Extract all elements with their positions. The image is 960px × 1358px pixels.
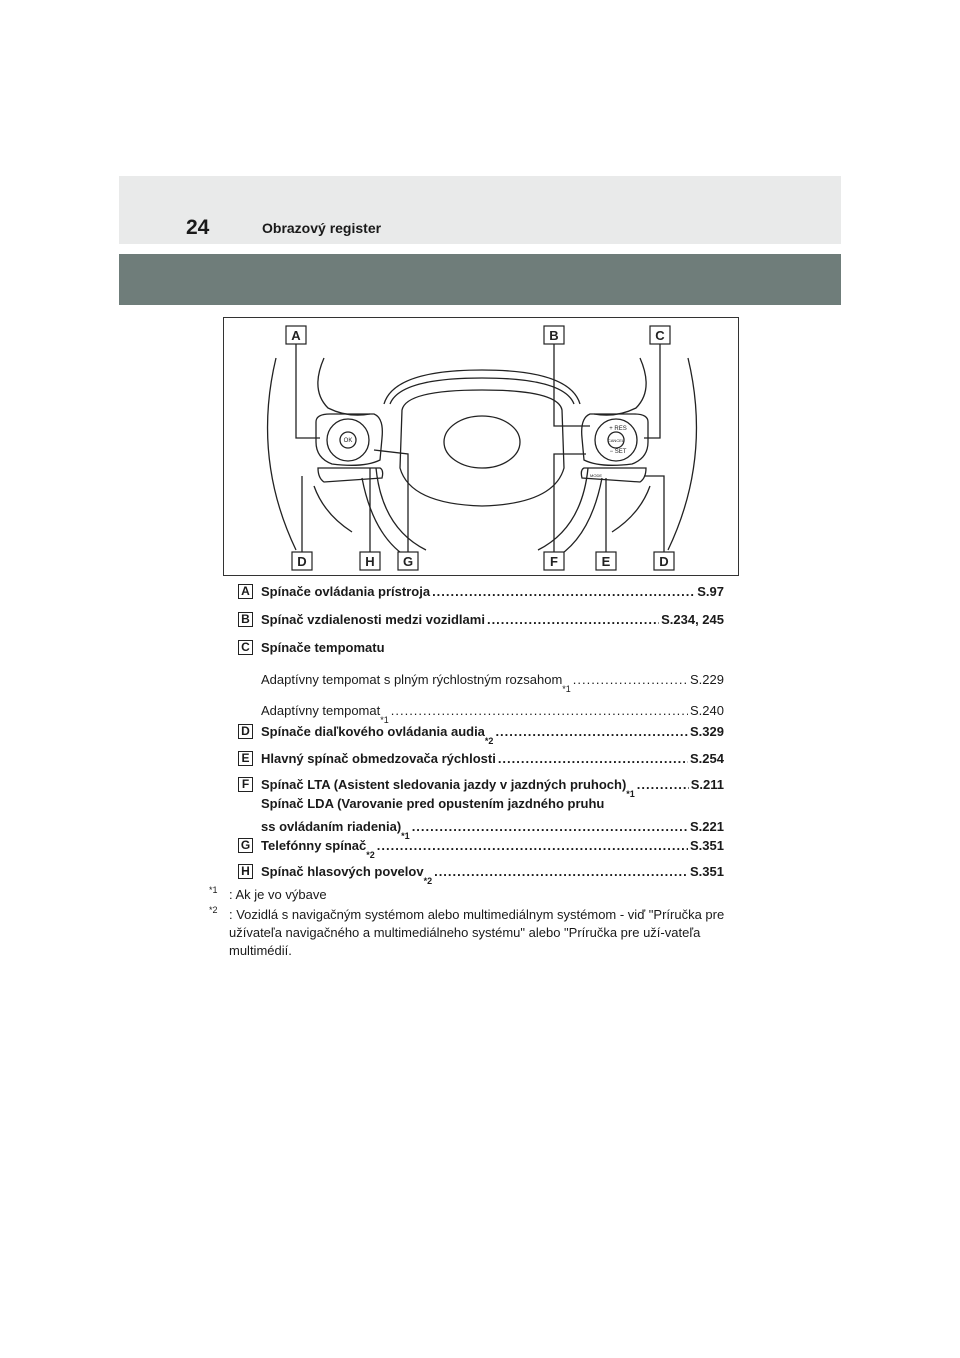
- footnotes: [209, 886, 749, 962]
- entry-item: [238, 582, 724, 601]
- footnote-text: : Ak je vo výbave: [229, 887, 327, 902]
- section-title: Obrazový register: [262, 220, 382, 236]
- page-reference[interactable]: S.211: [690, 777, 724, 792]
- entry-row: [261, 638, 724, 657]
- footnote: *2 : Vozidlá s navigačným systémom alebo multimediálnym systémom - viď "Príručka pre užívateľa navigačného a multimediálneho systému" alebo "Príručka pre uží-vateľa multimédií.: [209, 905, 725, 958]
- page-reference[interactable]: S.234, 245: [661, 612, 724, 627]
- entry-badge: E: [238, 751, 253, 766]
- entry-row: [261, 610, 724, 629]
- entry-row: ss ovládaním riadenia) *1 ..... S.221: [261, 817, 724, 836]
- entry-row: Telefónny spínač *2 ..... S.351: [261, 836, 724, 855]
- footnote-text: : Vozidlá s navigačným systémom alebo multimediálnym systémom - viď "Príručka pre užívateľa navigačného a multimediálneho systému" alebo "Príručka pre uží-vateľa multimédií.: [229, 907, 725, 958]
- set-button-label: − SET: [609, 449, 627, 455]
- page-reference[interactable]: S.351: [690, 838, 724, 853]
- dot-leader: [487, 610, 659, 629]
- entry-badge: F: [238, 777, 253, 792]
- page-reference[interactable]: S.221: [690, 819, 724, 834]
- entry-badge: C: [238, 640, 253, 655]
- entry-badge: G: [238, 838, 253, 853]
- res-button-label: + RES: [609, 426, 627, 432]
- dot-leader: [434, 862, 688, 881]
- dot-leader: [412, 817, 688, 836]
- entry-item: [238, 775, 724, 841]
- dot-leader: [495, 722, 688, 741]
- entry-badge: H: [238, 864, 253, 879]
- steering-wheel-illustration: [224, 318, 740, 577]
- dot-leader: [498, 749, 688, 768]
- entry-label: Telefónny spínač: [261, 838, 367, 853]
- entry-row: [261, 582, 724, 601]
- entry-row: Adaptívny tempomat *1 ..... S.240: [261, 701, 724, 720]
- entry-row: Spínač hlasových povelov *2 ..... S.351: [261, 862, 724, 881]
- header-band: [119, 176, 841, 244]
- entry-item: [238, 722, 724, 746]
- callout-label: E: [601, 554, 611, 569]
- entry-label: Adaptívny tempomat s plným rýchlostným rozsahom: [261, 672, 563, 687]
- ok-button-label: OK: [343, 438, 353, 444]
- callout-label: G: [402, 554, 414, 569]
- dot-leader: [432, 582, 695, 601]
- steering-wheel-figure: [223, 317, 739, 576]
- cancel-button-label: CANCEL: [607, 438, 625, 443]
- entry-row: [261, 794, 724, 813]
- entry-row: [261, 749, 724, 768]
- page-reference[interactable]: S.97: [697, 584, 724, 599]
- entry-item: [238, 610, 724, 629]
- dot-leader: [377, 836, 688, 855]
- callout-label: D: [297, 554, 307, 569]
- entry-label: ss ovládaním riadenia): [261, 819, 402, 834]
- dot-leader: [391, 701, 688, 720]
- entry-label: Spínače diaľkového ovládania audia: [261, 724, 485, 739]
- entry-label: Spínače ovládania prístroja: [261, 584, 431, 599]
- footnote: *1 : Ak je vo výbave: [209, 885, 327, 902]
- entry-item: [238, 836, 724, 860]
- entry-row: Adaptívny tempomat s plným rýchlostným rozsahom *1 ..... S.229: [261, 670, 724, 689]
- entry-label: Adaptívny tempomat: [261, 703, 381, 718]
- entry-badge: D: [238, 724, 253, 739]
- entry-row: Spínač LTA (Asistent sledovania jazdy v jazdných pruhoch) *1 ..... S.211: [261, 775, 724, 794]
- entry-label: Spínač vzdialenosti medzi vozidlami: [261, 612, 485, 627]
- entry-item: [238, 749, 724, 768]
- dot-leader: [573, 670, 688, 689]
- section-banner: [119, 254, 841, 305]
- page-reference[interactable]: S.329: [690, 724, 724, 739]
- entry-item: [238, 638, 724, 725]
- dot-leader: [637, 775, 689, 794]
- entry-label: Spínač LTA (Asistent sledovania jazdy v jazdných pruhoch): [261, 777, 627, 792]
- callout-label: A: [291, 328, 301, 343]
- callout-label: F: [550, 554, 558, 569]
- mode-button-label: MODE: [590, 473, 602, 478]
- page-reference[interactable]: S.254: [690, 751, 724, 766]
- entry-badge: A: [238, 584, 253, 599]
- entry-label: Spínače tempomatu: [261, 640, 385, 655]
- callout-label: H: [365, 554, 375, 569]
- page-reference[interactable]: S.351: [690, 864, 724, 879]
- entry-label: Spínač hlasových povelov: [261, 864, 424, 879]
- entry-label: Hlavný spínač obmedzovača rýchlosti: [261, 751, 496, 766]
- entry-item: [238, 862, 724, 886]
- entry-badge: B: [238, 612, 253, 627]
- callout-label: B: [549, 328, 559, 343]
- callout-label: C: [655, 328, 665, 343]
- page-number: 24: [186, 216, 210, 239]
- entry-row: Spínače diaľkového ovládania audia *2 ..... S.329: [261, 722, 724, 741]
- entry-label: Spínač LDA (Varovanie pred opustením jazdného pruhu: [261, 796, 605, 811]
- page-reference[interactable]: S.229: [690, 672, 724, 687]
- page-reference[interactable]: S.240: [690, 703, 724, 718]
- callout-label: D: [659, 554, 669, 569]
